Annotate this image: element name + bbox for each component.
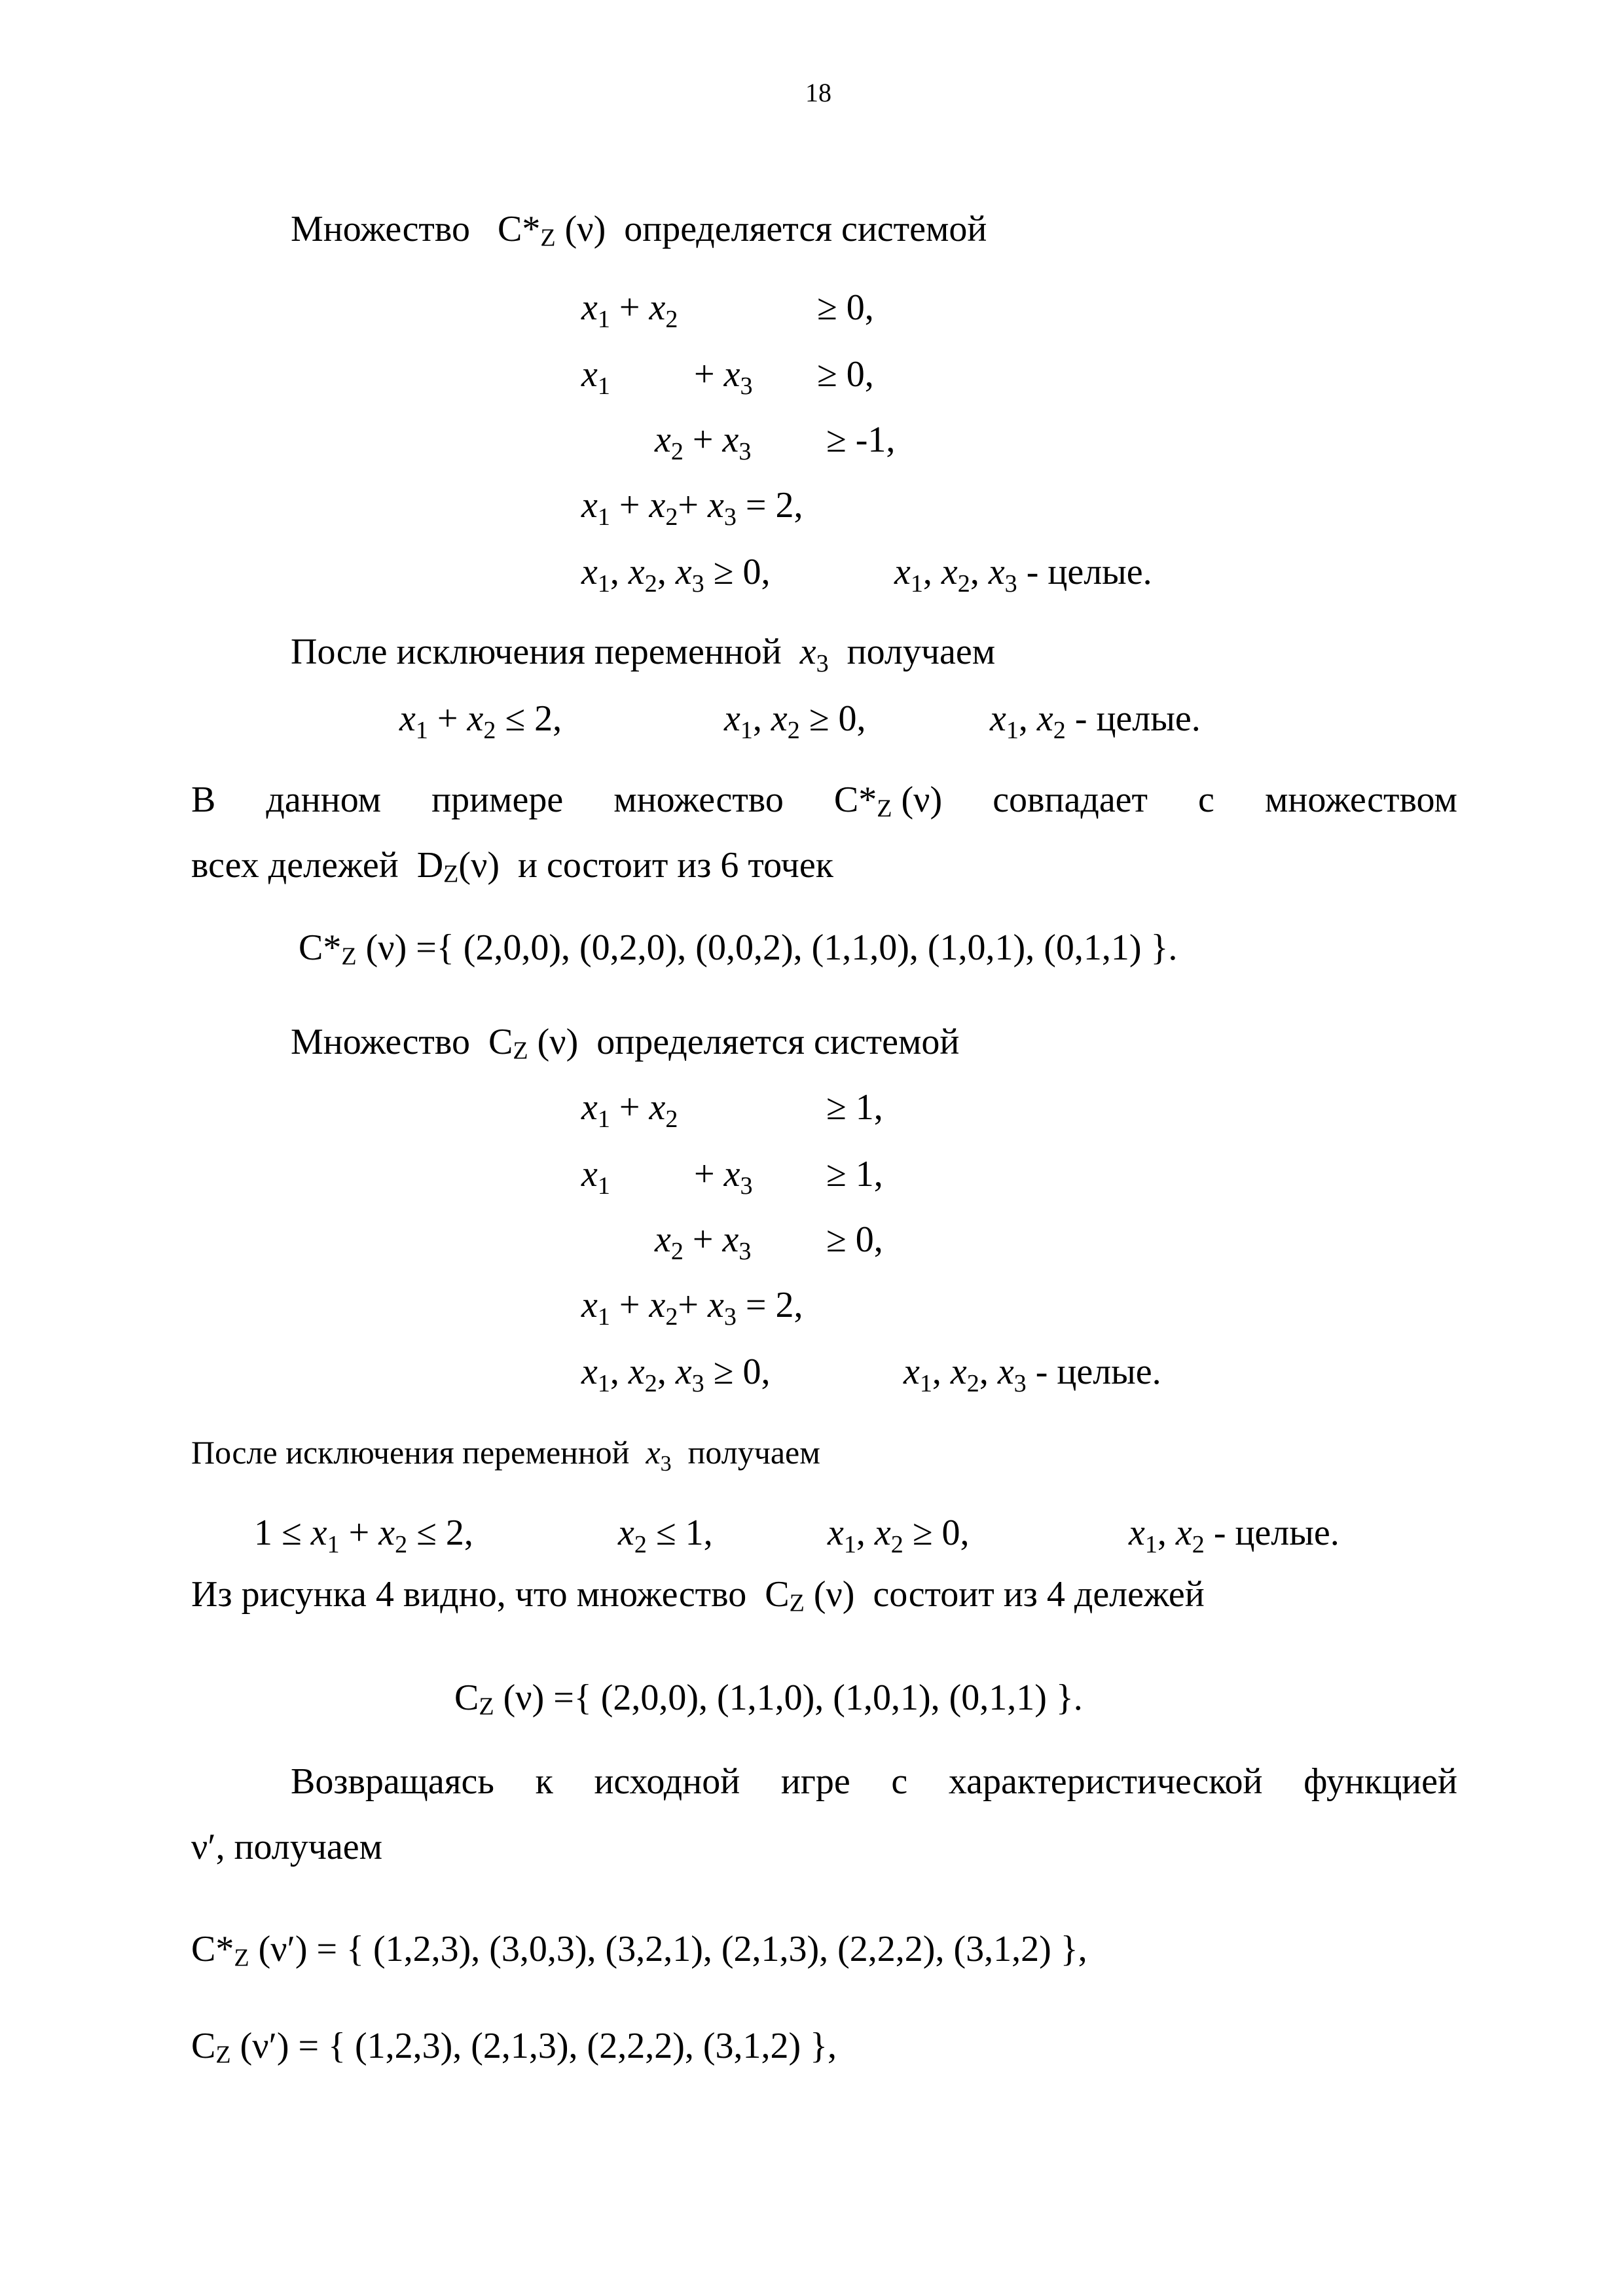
text: получаем (687, 1434, 820, 1471)
sys1-line5b: $x_1$, $x_2$, $x_3$ - целые. (894, 552, 1152, 598)
word: данном (266, 780, 382, 820)
nu: (ν) (458, 845, 500, 886)
text: После исключения переменной (291, 632, 782, 672)
rhs: = 2, (745, 485, 803, 526)
text: определяется системой (624, 209, 987, 249)
set-c-prime (191, 2028, 837, 2068)
word: характеристической (948, 1761, 1263, 1802)
set-value: (ν′) = { (1,2,3), (3,0,3), (3,2,1), (2,1,3), (2,2,2), (3,1,2) }, (258, 1929, 1087, 1969)
sys2-line4: $x_1 + x_2+ x_3 = 2$, (581, 1285, 803, 1331)
rhs: ≥ 0, (809, 698, 866, 739)
rhs: ≥ 0, (912, 1513, 970, 1553)
sys1-line4: $x_1 + x_2+ x_3 = 2$, (581, 485, 803, 531)
sys2-line5b: $x_1$, $x_2$, $x_3$ - целые. (903, 1352, 1161, 1398)
paragraph-return-line1 (291, 1763, 1457, 1800)
paragraph-core-intro (291, 211, 987, 251)
paragraph-exclusion-1: После исключения переменной $x_3$ получаем (291, 632, 996, 678)
sys2-line5: $x_1$, $x_2$, $x_3 \ge 0$, (581, 1352, 771, 1398)
set-value: (ν) ={ (2,0,0), (0,2,0), (0,0,2), (1,1,0), (1,0,1), (0,1,1) }. (365, 927, 1178, 968)
sys1-line1: $x_1 + x_2$ (581, 287, 678, 334)
text: Множество (291, 1022, 470, 1062)
sys2-line1: $x_1 + x_2$ (581, 1087, 678, 1134)
subscript: Z (479, 1693, 494, 1721)
reduced-ineq-1: $x_1 + x_2 \le 2$, (399, 698, 562, 745)
set-core-points (299, 929, 1177, 969)
set-symbol: C (765, 1574, 790, 1615)
set-symbol: C (454, 1677, 479, 1718)
set-core (834, 781, 942, 821)
set-symbol: C* (497, 209, 541, 249)
lower-bound: 1 ≤ (254, 1513, 302, 1553)
page-number: 18 (805, 78, 831, 107)
paragraph-return-line2: ν′, получаем (191, 1827, 383, 1867)
set-value: (ν′) = { (1,2,3), (2,1,3), (2,2,2), (3,1,2) }, (240, 2026, 837, 2066)
text: - целые. (1074, 698, 1201, 739)
sys1-rhs3: ≥ -1, (826, 420, 896, 460)
set-core-prime (191, 1931, 1087, 1971)
subscript: Z (341, 942, 357, 971)
subscript: Z (234, 1944, 249, 1972)
text: определяется системой (596, 1022, 960, 1062)
word: совпадает (993, 780, 1148, 820)
set-symbol: C (488, 1022, 513, 1062)
subscript: Z (877, 795, 892, 823)
subscript: Z (789, 1589, 805, 1617)
paragraph-exclusion-2: После исключения переменной $x_3$ получаем (191, 1434, 820, 1476)
reduced-ineq-2: $x_1$, $x_2 \ge 0$, (724, 698, 866, 745)
sys2-line2: $x_1$ (581, 1154, 610, 1200)
word: Возвращаясь (291, 1761, 494, 1802)
set-symbol: C* (833, 780, 877, 820)
nu: (ν) (901, 780, 943, 820)
text: - целые. (1026, 552, 1152, 592)
set-symbol: C* (191, 1929, 234, 1969)
subscript: Z (513, 1037, 528, 1065)
text: состоит из 4 дележей (873, 1574, 1205, 1615)
set-symbol: C (191, 2026, 216, 2066)
rhs: ≤ 1, (655, 1513, 713, 1553)
reduced2-ineq-4: $x_1$, $x_2$ - целые. (1129, 1513, 1340, 1559)
text: получаем (847, 632, 996, 672)
reduced-ineq-3: $x_1$, $x_2$ - целые. (990, 698, 1201, 745)
reduced2-ineq-3: $x_1$, $x_2 \ge 0$, (828, 1513, 970, 1559)
sys1-line5: $x_1$, $x_2$, $x_3 \ge 0$, (581, 552, 771, 598)
sys1-rhs1: ≥ 0, (817, 287, 874, 328)
reduced2-ineq-1: $1 \le x_1 + x_2 \le 2$, (254, 1513, 473, 1559)
set-c-points (454, 1679, 1083, 1719)
word: множество (613, 780, 784, 820)
nu: (ν) (537, 1022, 579, 1062)
sys1-line2: $x_1$ (581, 354, 610, 401)
paragraph-c-intro (291, 1024, 959, 1064)
text: Множество (291, 209, 470, 249)
sys2-line3: $x_2 + x_3$ (655, 1219, 752, 1266)
sys2-rhs2: ≥ 1, (826, 1154, 883, 1194)
word: функцией (1304, 1761, 1457, 1802)
paragraph-figure-ref (191, 1576, 1205, 1616)
nu: (ν) (564, 209, 606, 249)
rhs: ≥ 0, (713, 1352, 771, 1392)
text: всех дележей (191, 845, 399, 886)
word: исходной (594, 1761, 740, 1802)
subscript: Z (443, 860, 459, 888)
sys2-rhs3: ≥ 0, (826, 1219, 883, 1260)
text: Из рисунка 4 видно, что множество (191, 1574, 747, 1615)
text: - целые. (1213, 1513, 1340, 1553)
reduced2-ineq-2: $x_2 \le 1$, (618, 1513, 713, 1559)
nu: (ν) (813, 1574, 855, 1615)
text: и состоит из 6 точек (518, 845, 833, 886)
set-value: (ν) ={ (2,0,0), (1,1,0), (1,0,1), (0,1,1) }. (503, 1677, 1083, 1718)
set-symbol: D (416, 845, 444, 886)
word: с (891, 1761, 908, 1802)
word: примере (431, 780, 564, 820)
text: - целые. (1035, 1352, 1161, 1392)
rhs: ≤ 2, (416, 1513, 473, 1553)
sys1-line3: $x_2 + x_3$ (655, 420, 752, 466)
word: В (191, 780, 216, 820)
rhs: ≥ 0, (713, 552, 771, 592)
subscript: Z (215, 2041, 231, 2069)
paragraph-coincide-line1 (191, 781, 1457, 821)
word: игре (780, 1761, 850, 1802)
sys1-line2b: + $x_3$ (694, 354, 753, 401)
subscript: Z (540, 224, 556, 252)
set-symbol: C* (299, 927, 342, 968)
rhs: ≤ 2, (505, 698, 562, 739)
sys1-rhs2: ≥ 0, (817, 354, 874, 395)
sys2-rhs1: ≥ 1, (826, 1087, 883, 1128)
word: с (1198, 780, 1214, 820)
sys2-line2b: + $x_3$ (694, 1154, 753, 1200)
word: к (535, 1761, 553, 1802)
rhs: = 2, (745, 1285, 803, 1325)
word: множеством (1264, 780, 1457, 820)
text: После исключения переменной (191, 1434, 630, 1471)
paragraph-coincide-line2 (191, 847, 833, 887)
